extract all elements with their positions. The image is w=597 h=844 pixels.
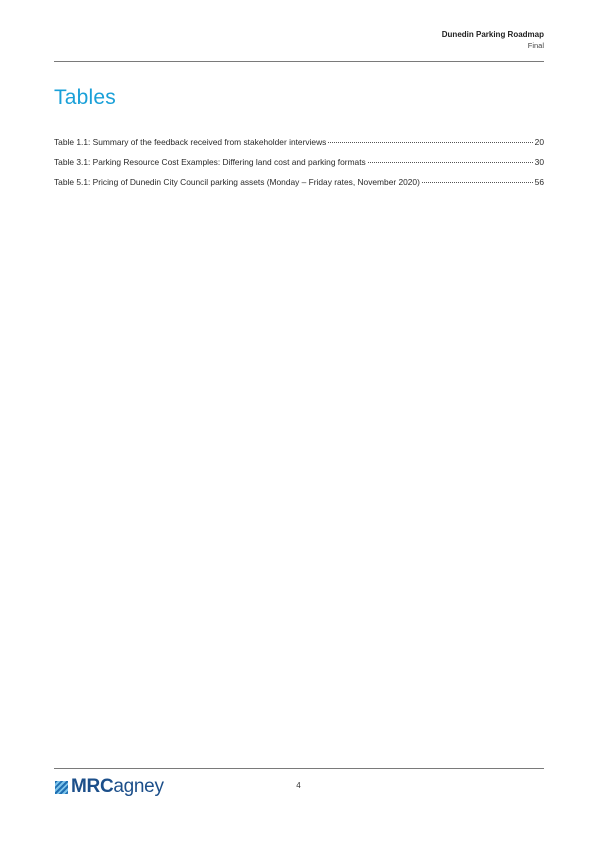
toc-entry[interactable]	[54, 177, 544, 197]
toc-entry-title: Table 5.1: Pricing of Dunedin City Council parking assets (Monday – Friday rates, November 2020)	[54, 177, 420, 187]
list-of-tables	[54, 137, 544, 197]
toc-leader-dots	[368, 162, 533, 163]
toc-entry[interactable]	[54, 137, 544, 157]
toc-entry-title: Table 3.1: Parking Resource Cost Examples: Differing land cost and parking formats	[54, 157, 366, 167]
toc-entry-page: 56	[534, 177, 544, 187]
logo-wordmark-light: agney	[113, 776, 164, 797]
footer-divider	[54, 768, 544, 769]
toc-entry-page: 30	[534, 157, 544, 167]
document-status: Final	[527, 41, 544, 50]
logo-wordmark-bold: MRC	[71, 776, 114, 797]
section-heading: Tables	[54, 86, 116, 109]
toc-leader-dots	[422, 182, 533, 183]
running-header	[442, 29, 544, 51]
document-title: Dunedin Parking Roadmap	[441, 30, 544, 39]
header-divider	[54, 61, 544, 62]
toc-entry-title: Table 1.1: Summary of the feedback received from stakeholder interviews	[54, 137, 327, 147]
toc-entry-page: 20	[534, 137, 544, 147]
toc-entry[interactable]	[54, 157, 544, 177]
page-number: 4	[296, 781, 301, 790]
toc-leader-dots	[328, 142, 532, 143]
